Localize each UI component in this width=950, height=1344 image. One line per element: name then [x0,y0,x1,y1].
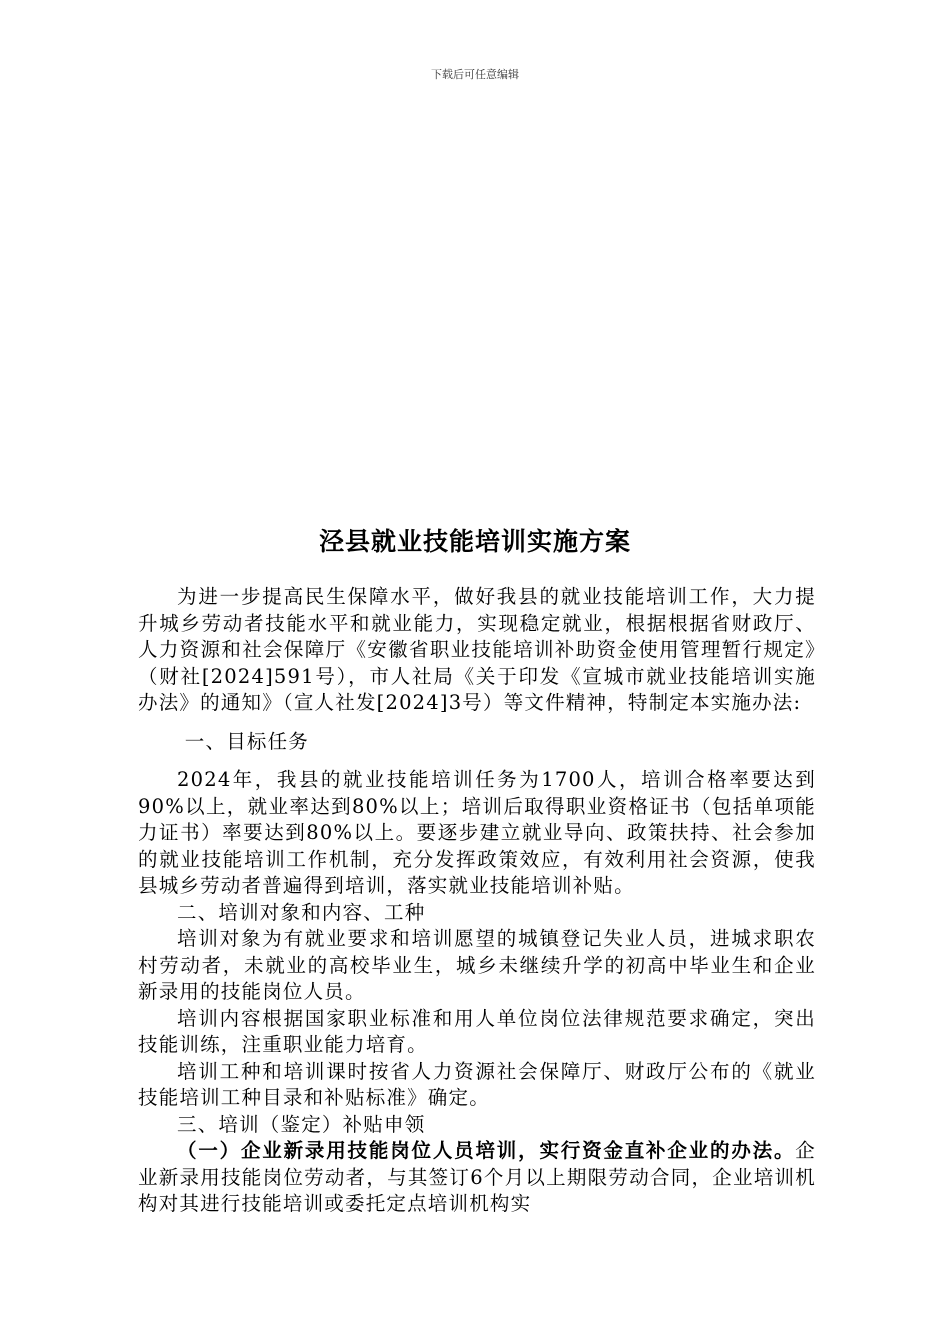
content-paragraph: 培训内容根据国家职业标准和用人单位岗位法律规范要求确定，突出技能训练，注重职业能力培育。 [138,1006,816,1056]
section-heading-subsidy: 三、培训（鉴定）补贴申领 [177,1112,426,1136]
subsidy-text: 企业新录用技能岗位劳动者，与其签订6个月以上期限劳动合同，企业培训机构对其进行技能培训或委托定点培训机构实 [138,1139,816,1215]
intro-paragraph: 为进一步提高民生保障水平，做好我县的就业技能培训工作，大力提升城乡劳动者技能水平和就业能力，实现稳定就业，根据根据省财政厅、人力资源和社会保障厅《安徽省职业技能培训补助资金使用管理暂行规定》（财社[2024]591号），市人社局《关于印发《宣城市就业技能培训实施办法》的通知》（宣人社发[2024]3号）等文件精神，特制定本实施办法: [138,585,816,714]
page-title: 泾县就业技能培训实施方案 [318,527,631,556]
document-body [138,584,816,1218]
goals-paragraph: 2024年，我县的就业技能培训任务为1700人，培训合格率要达到90%以上，就业率达到80%以上；培训后取得职业资格证书（包括单项能力证书）率要达到80%以上。要逐步建立就业导向、政策扶持、社会参加的就业技能培训工作机制，充分发挥政策效应，有效利用社会资源，使我县城乡劳动者普遍得到培训，落实就业技能培训补贴。 [138,768,816,897]
section-heading-goals: 一、目标任务 [184,729,309,753]
types-paragraph: 培训工种和培训课时按省人力资源社会保障厅、财政厅公布的《就业技能培训工种目录和补贴标准》确定。 [138,1059,816,1109]
subsidy-paragraph [138,1138,816,1218]
subsidy-bold-lead: （一）企业新录用技能岗位人员培训，实行资金直补企业的办法。 [177,1139,796,1162]
targets-paragraph: 培训对象为有就业要求和培训愿望的城镇登记失业人员，进城求职农村劳动者，未就业的高校毕业生，城乡未继续升学的初高中毕业生和企业新录用的技能岗位人员。 [138,927,816,1003]
section-heading-targets: 二、培训对象和内容、工种 [177,900,426,924]
header-note: 下载后可任意编辑 [431,68,519,81]
